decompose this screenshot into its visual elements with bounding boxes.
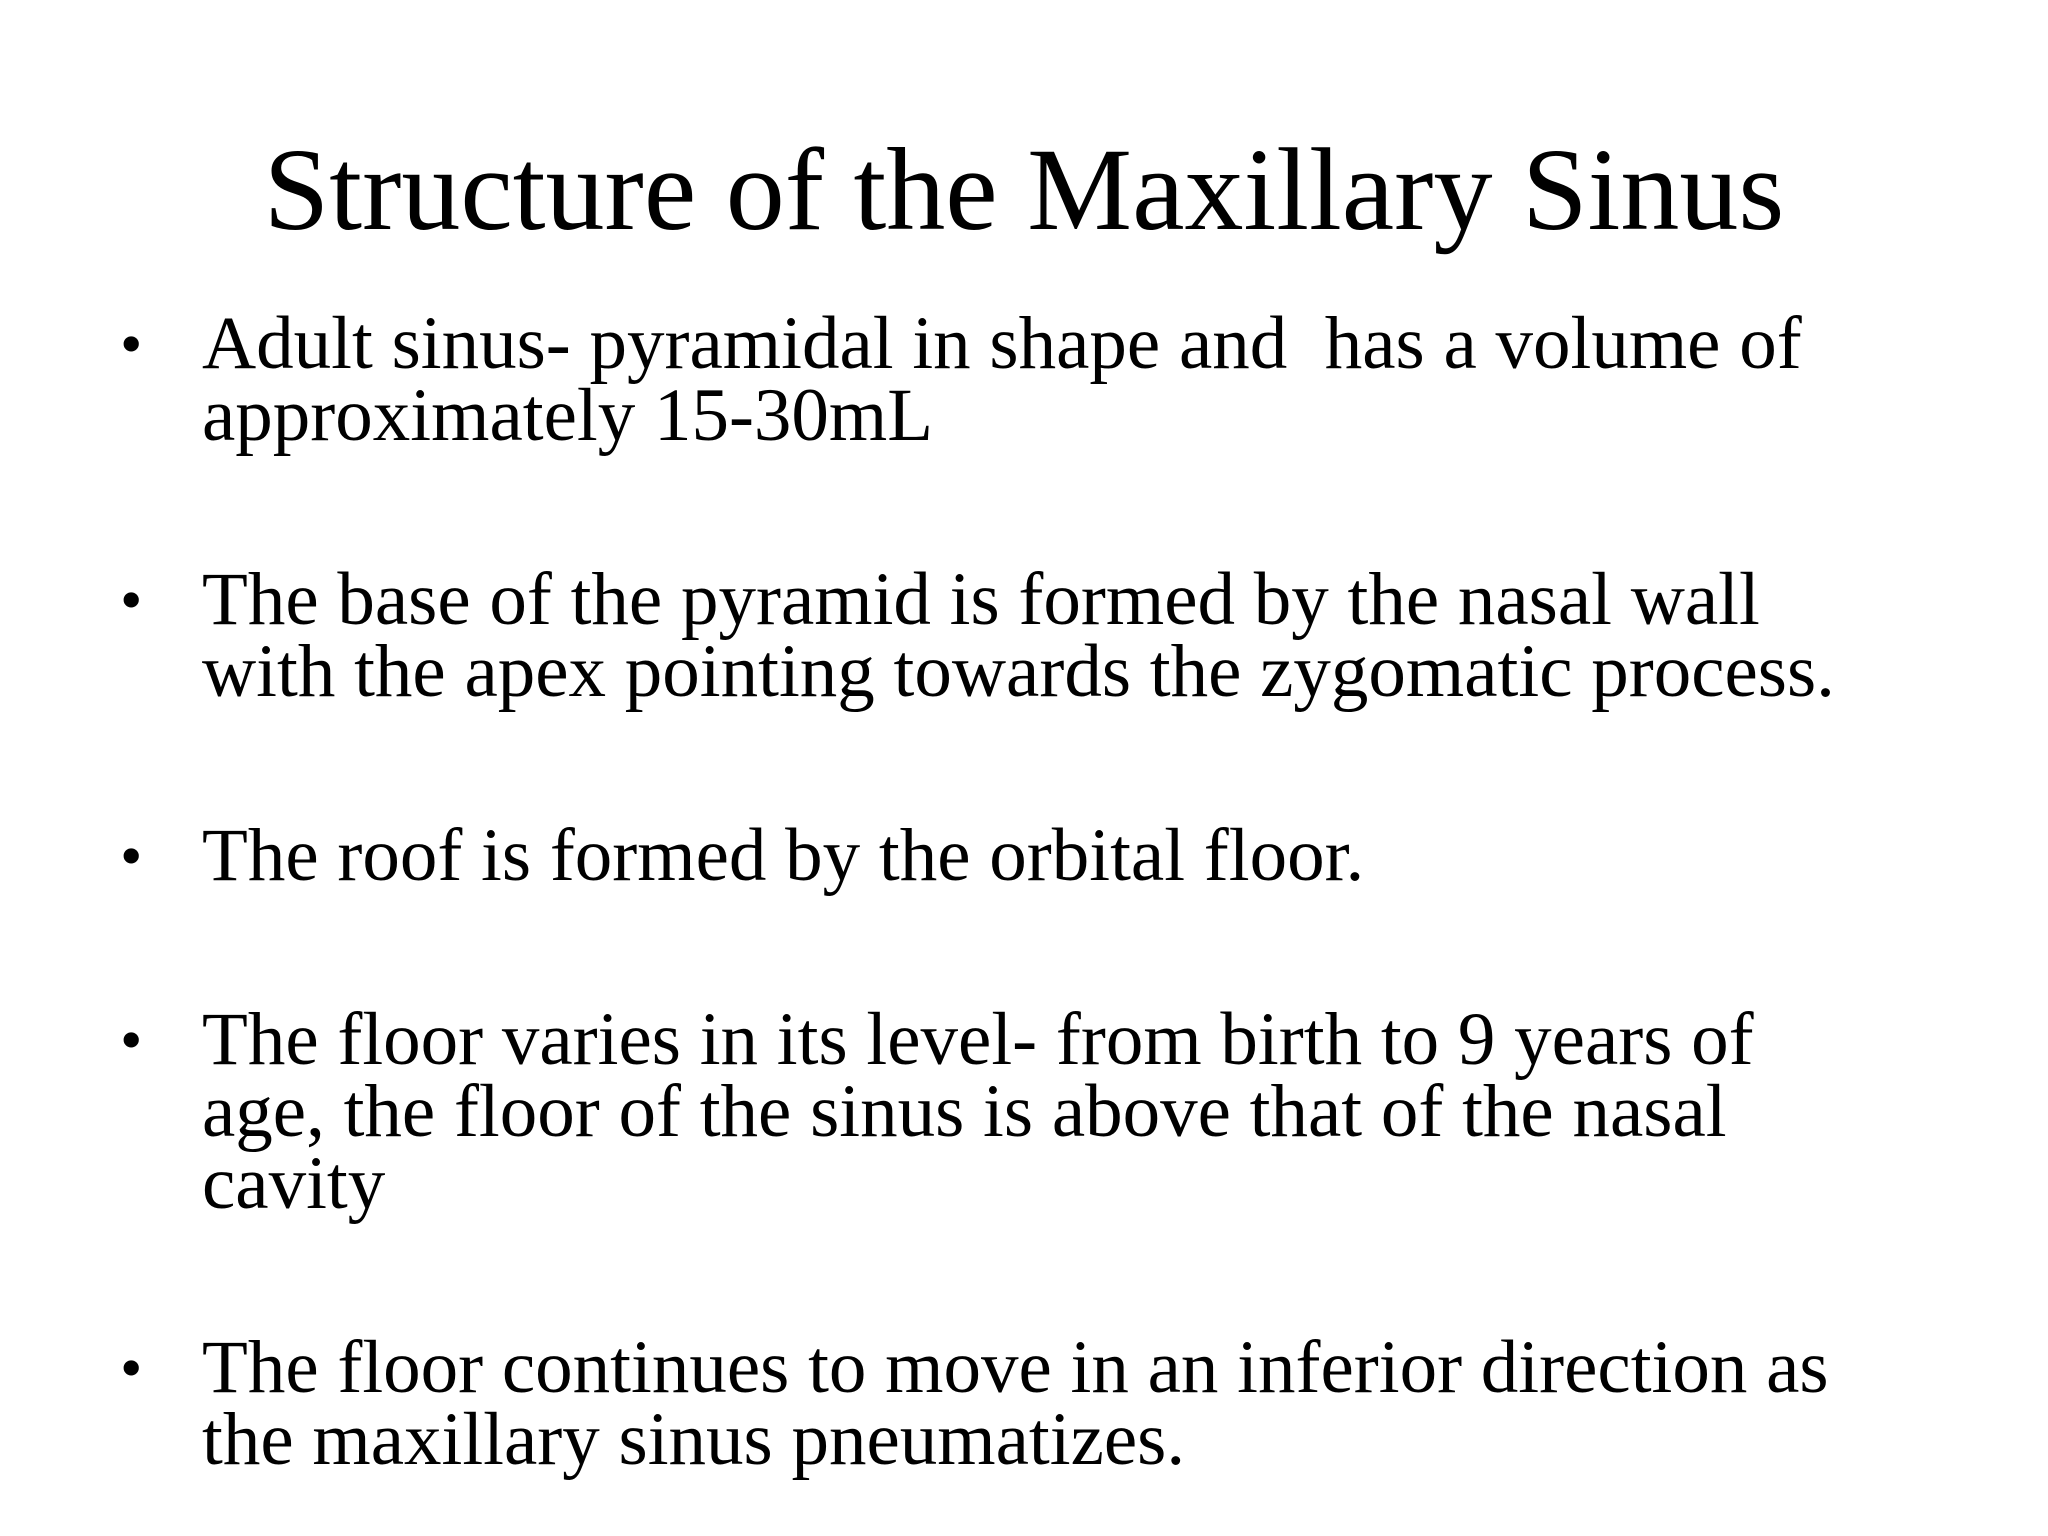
- bullet-text-line: The floor varies in its level- from birth to 9 years of: [202, 998, 1754, 1081]
- bullet-item: [120, 998, 2000, 1225]
- bullet-text-line: Adult sinus- pyramidal in shape and has a volume of: [202, 302, 1802, 385]
- bullet-text-line: The base of the pyramid is formed by the nasal wall: [202, 558, 1760, 641]
- bullet-text-line: age, the floor of the sinus is above that of the nasal: [202, 1070, 1727, 1153]
- bullet-icon: •: [120, 308, 143, 379]
- bullet-text-line: with the apex pointing towards the zygomatic process.: [202, 630, 1835, 713]
- bullet-text-line: The floor continues to move in an inferior direction as: [202, 1326, 1829, 1409]
- bullet-list: [120, 302, 2000, 1481]
- bullet-item: [120, 302, 2000, 457]
- bullet-icon: •: [120, 1004, 143, 1075]
- bullet-icon: •: [120, 1332, 143, 1403]
- bullet-text-line: the maxillary sinus pneumatizes.: [202, 1398, 1186, 1481]
- bullet-item: [120, 1326, 2000, 1481]
- bullet-text-line: cavity: [202, 1142, 386, 1225]
- slide-title: Structure of the Maxillary Sinus: [263, 124, 1785, 255]
- bullet-item: [120, 814, 2000, 897]
- bullet-icon: •: [120, 564, 143, 635]
- bullet-text-line: approximately 15-30mL: [202, 374, 934, 457]
- bullet-item: [120, 558, 2000, 713]
- bullet-icon: •: [120, 820, 143, 891]
- bullet-text-line: The roof is formed by the orbital floor.: [202, 814, 1365, 897]
